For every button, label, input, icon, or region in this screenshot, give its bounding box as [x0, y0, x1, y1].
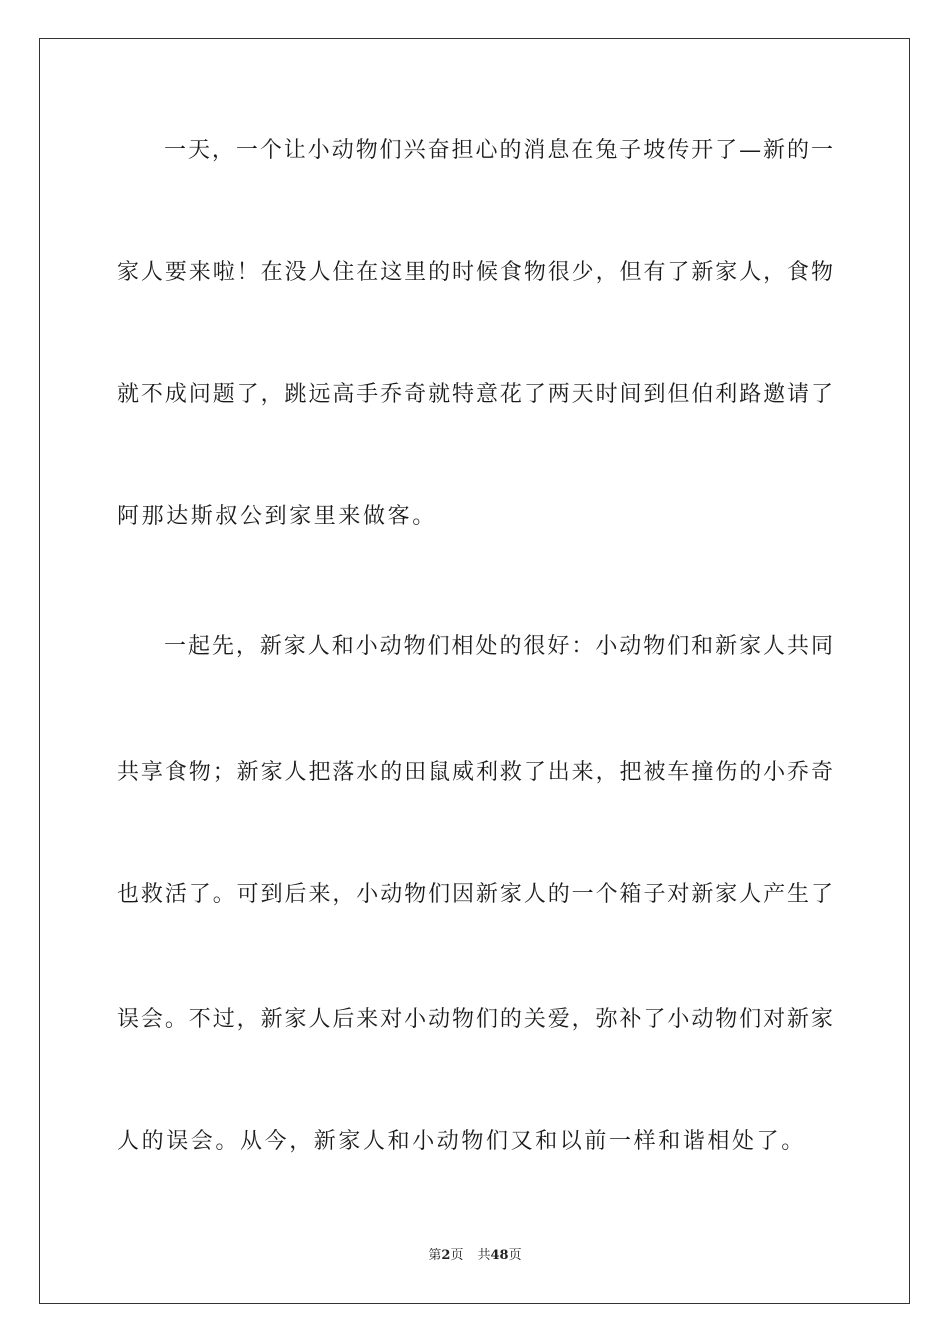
page-footer: [0, 1246, 950, 1266]
total-page-count: 48: [490, 1248, 509, 1263]
total-suffix: 页: [508, 1248, 522, 1263]
page-suffix: 页: [450, 1248, 464, 1263]
paragraph-2-line-5: 人的误会。从今，新家人和小动物们又和以前一样和谐相处了。: [117, 1129, 806, 1154]
total-prefix: 共: [477, 1248, 491, 1263]
page-prefix: 第: [428, 1248, 442, 1263]
paragraph-2-line-2: 共享食物；新家人把落水的田鼠威利救了出来，把被车撞伤的小乔奇: [117, 760, 833, 785]
paragraph-1-line-3: 就不成问题了，跳远高手乔奇就特意花了两天时间到但伯利路邀请了: [117, 382, 833, 407]
paragraph-2-line-3: 也救活了。可到后来，小动物们因新家人的一个箱子对新家人产生了: [117, 882, 833, 907]
paragraph-2-line-1: 一起先，新家人和小动物们相处的很好：小动物们和新家人共同: [164, 634, 833, 659]
page-border: [39, 38, 910, 1304]
paragraph-1-line-1: 一天，一个让小动物们兴奋担心的消息在兔子坡传开了—新的一: [164, 138, 833, 163]
paragraph-1-line-2: 家人要来啦！在没人住在这里的时候食物很少，但有了新家人，食物: [117, 260, 833, 285]
paragraph-2-line-4: 误会。不过，新家人后来对小动物们的关爱，弥补了小动物们对新家: [117, 1007, 833, 1032]
paragraph-1-line-4: 阿那达斯叔公到家里来做客。: [117, 504, 437, 529]
current-page-number: 2: [441, 1248, 451, 1263]
